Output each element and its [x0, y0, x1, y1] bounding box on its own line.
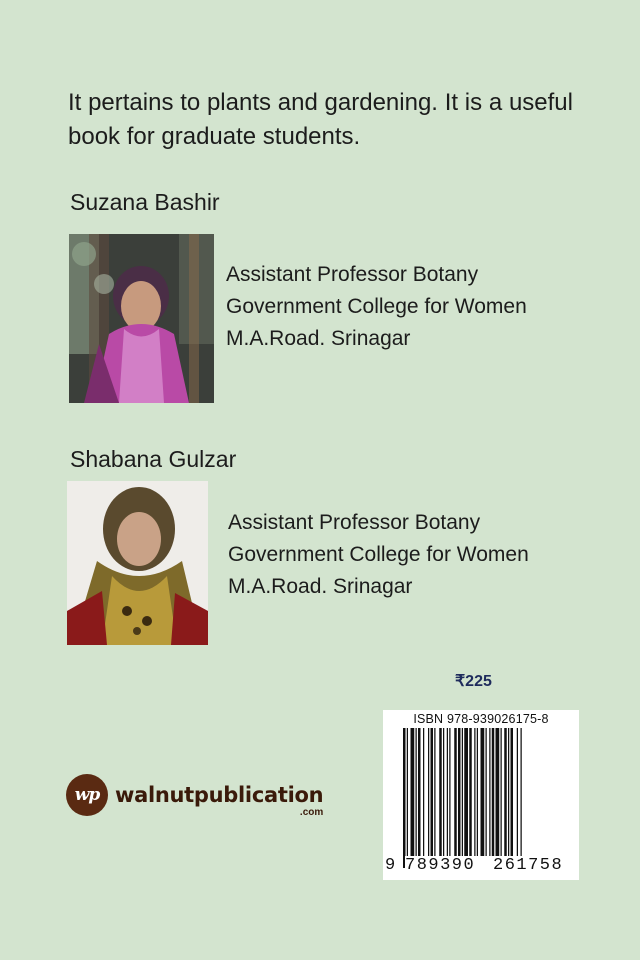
author-2-title: Assistant Professor Botany: [228, 511, 481, 534]
barcode-bars: [389, 728, 573, 868]
author-1-address: M.A.Road. Srinagar: [226, 327, 411, 350]
barcode-digit-first: 9: [385, 856, 397, 875]
author-photo-2: [67, 481, 208, 645]
back-cover-blurb: It pertains to plants and gardening. It is a useful book for graduate students.: [68, 89, 573, 150]
author-affiliation-2: [228, 507, 529, 603]
author-name-1: Suzana Bashir: [70, 189, 220, 215]
author-photo-1: [69, 234, 214, 403]
isbn-barcode: [383, 710, 579, 880]
barcode-digits-right: 261758: [493, 856, 564, 875]
author-1-college: Government College for Women: [226, 295, 527, 318]
walnut-logo-icon: wp: [66, 774, 108, 816]
isbn-label: ISBN 978-939026175-8: [413, 712, 549, 726]
author-affiliation-1: [226, 259, 527, 355]
publisher-name: walnutpublication: [115, 783, 324, 807]
publisher-tld: .com: [299, 807, 324, 818]
price-label: ₹225: [455, 673, 492, 690]
author-2-college: Government College for Women: [228, 543, 529, 566]
author-2-address: M.A.Road. Srinagar: [228, 575, 413, 598]
author-1-title: Assistant Professor Botany: [226, 263, 479, 286]
author-name-2: Shabana Gulzar: [70, 446, 237, 472]
barcode-digits-left: 789390: [405, 856, 476, 875]
publisher-logo: [66, 774, 323, 816]
